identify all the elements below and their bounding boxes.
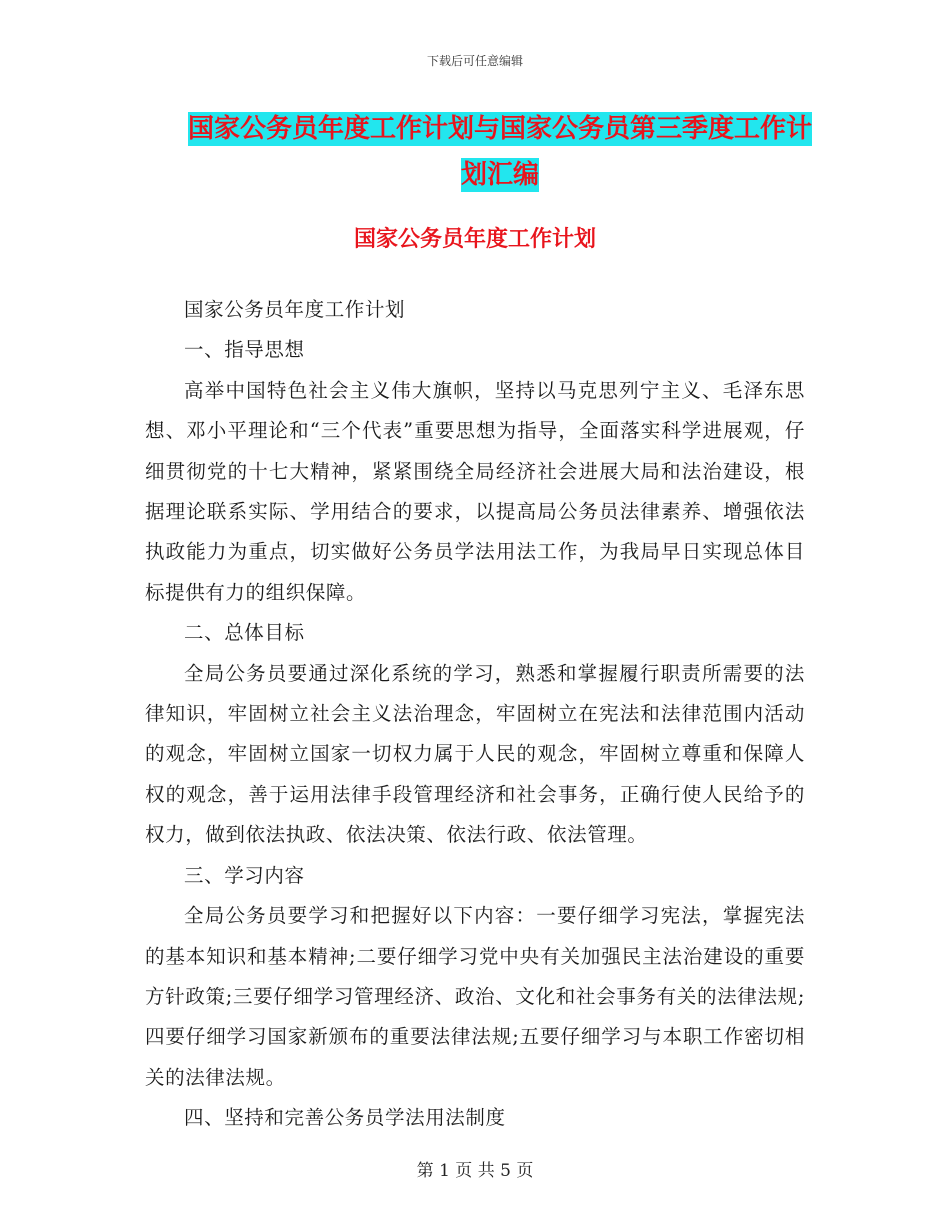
document-title bbox=[185, 106, 815, 198]
document-title-text: 国家公务员年度工作计划与国家公务员第三季度工作计划汇编 bbox=[187, 114, 812, 190]
document-body bbox=[145, 290, 805, 1139]
paragraph-overall-goal: 全局公务员要通过深化系统的学习，熟悉和掌握履行职责所需要的法律知识，牢固树立社会主义法治理念，牢固树立在宪法和法律范围内活动的观念，牢固树立国家一切权力属于人民的观念，牢固树立尊重和保障人权的观念，善于运用法律手段管理经济和社会事务，正确行使人民给予的权力，做到依法执政、依法决策、依法行政、依法管理。 bbox=[145, 661, 805, 847]
heading-study-content: 三、学习内容 bbox=[184, 863, 305, 887]
paragraph-subtitle: 国家公务员年度工作计划 bbox=[184, 298, 406, 321]
page-header-note: 下载后可任意编辑 bbox=[426, 54, 523, 68]
page-number: 第 1 页 共 5 页 bbox=[416, 1161, 534, 1181]
paragraph-guiding-ideology: 高举中国特色社会主义伟大旗帜，坚持以马克思列宁主义、毛泽东思想、邓小平理论和“三个代表”重要思想为指导，全面落实科学进展观，仔细贯彻党的十七大精神，紧紧围绕全局经济社会进展大局和法治建设，根据理论联系实际、学用结合的要求，以提高局公务员法律素养、增强依法执政能力为重点，切实做好公务员学法用法工作，为我局早日实现总体目标提供有力的组织保障。 bbox=[145, 378, 805, 604]
paragraph-study-content: 全局公务员要学习和把握好以下内容：一要仔细学习宪法，掌握宪法的基本知识和基本精神;二要仔细学习党中央有关加强民主法治建设的重要方针政策;三要仔细学习管理经济、政治、文化和社会事务有关的法律法规;四要仔细学习国家新颁布的重要法律法规;五要仔细学习与本职工作密切相关的法律法规。 bbox=[145, 904, 805, 1089]
heading-guiding-ideology: 一、指导思想 bbox=[184, 338, 305, 362]
section-title: 国家公务员年度工作计划 bbox=[353, 227, 596, 252]
heading-overall-goal: 二、总体目标 bbox=[184, 621, 305, 645]
heading-study-system: 四、坚持和完善公务员学法用法制度 bbox=[184, 1106, 506, 1130]
